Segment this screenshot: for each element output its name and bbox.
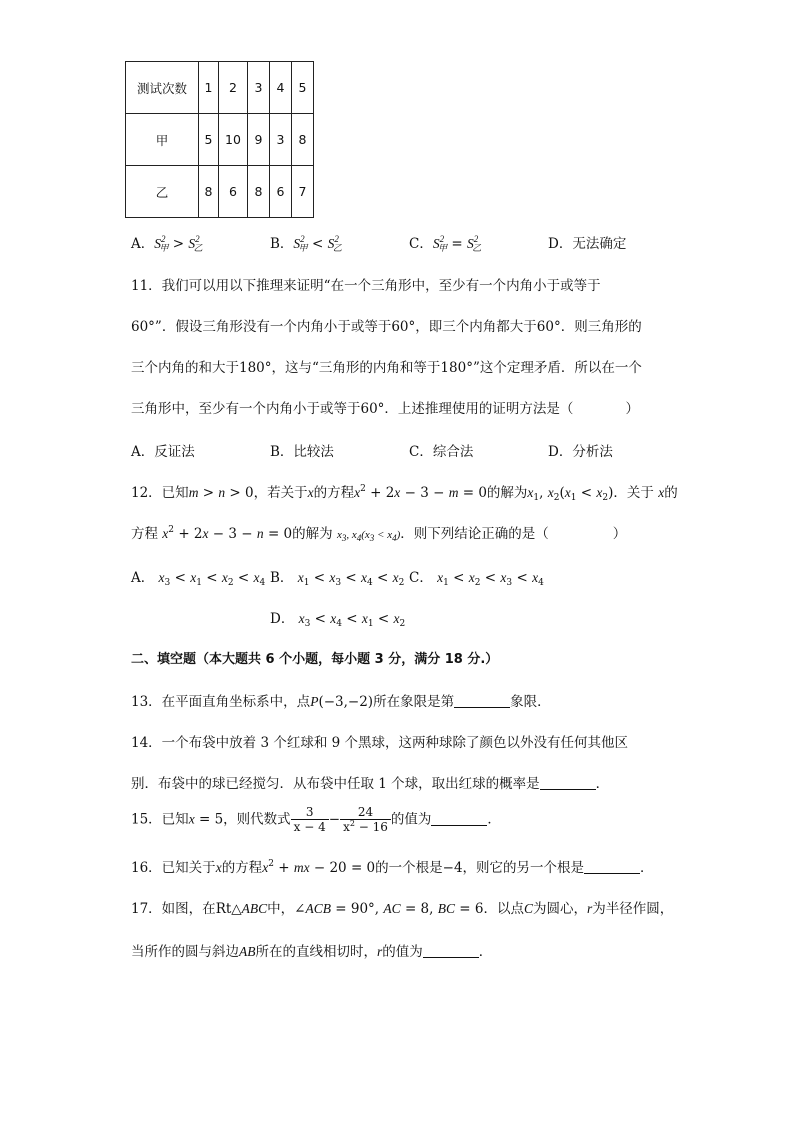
- table-header-row: [126, 62, 314, 114]
- q15: 15．已知x = 5，则代数式 $\frac{3}{x - 4}$ − $\frac{24}{x^2 - 16}$ 的值为 ．: [131, 805, 501, 834]
- option-label: C．: [409, 570, 433, 586]
- q17-text: 17．如图，在: [131, 901, 216, 917]
- answer-blank[interactable]: [423, 945, 479, 958]
- table-cell: 9: [248, 114, 270, 166]
- q12-option-d: D． $x_3 < x_4 < x_1 < x_2$: [270, 611, 406, 629]
- q11-text: 60°，即三个内角都大于: [391, 319, 537, 335]
- q12-text: ．则下列结论正确的是（: [400, 526, 549, 542]
- q13: 13．在平面直角坐标系中，点P(−3,−2)所在象限是第 象限．: [131, 694, 551, 710]
- table-cell: 7: [292, 166, 314, 218]
- fraction: $\frac{3}{x - 4}$: [291, 805, 329, 834]
- q11-line2: [131, 315, 642, 335]
- q14-text: 别．布袋中的球已经搅匀．从布袋中任取 1 个球，取出红球的概率是: [131, 776, 540, 792]
- q14-line1: 14．一个布袋中放着 3 个红球和 9 个黑球，这两种球除了颜色以外没有任何其他区: [131, 735, 629, 751]
- q11-text: ）: [625, 401, 639, 417]
- table-cell: 8: [292, 114, 314, 166]
- q16-text: 16．已知关于: [131, 860, 216, 876]
- option-label: B．: [270, 236, 294, 252]
- q17-text: 所在的直线相切时，: [255, 944, 377, 960]
- q11-option-a: A．反证法: [131, 444, 195, 460]
- table-header-cell: 2: [219, 62, 248, 114]
- table-header-cell: 3: [248, 62, 270, 114]
- q10-option-b: B．$S^2_甲 < S^2_乙$: [270, 234, 342, 253]
- q11-text: 60°．则三角形的: [536, 319, 642, 335]
- option-label: A．: [131, 236, 155, 252]
- q12-text: ．关于: [613, 485, 654, 501]
- q13-text: 所在象限是第: [373, 694, 455, 710]
- q10-option-c: C．$S^2_甲 = S^2_乙$: [409, 234, 482, 253]
- score-table: [125, 61, 314, 218]
- option-label: B．: [270, 570, 294, 586]
- table-cell: 8: [248, 166, 270, 218]
- q17-line2: 当所作的圆与斜边AB所在的直线相切时，r的值为 ．: [131, 944, 493, 960]
- answer-blank[interactable]: [454, 695, 510, 708]
- q17-line1: 17．如图，在Rt△ABC中，∠ACB = 90°, AC = 8, BC = 6．以点C为圆心，r为半径作圆，: [131, 901, 674, 917]
- q17-text: 为圆心，: [533, 901, 587, 917]
- option-label: C．: [409, 236, 433, 252]
- q14-line2: [131, 772, 609, 792]
- q10-option-a: A．$S^2_甲 > S^2_乙$: [131, 234, 203, 253]
- table-cell: 6: [270, 166, 292, 218]
- q12-option-b: B． $x_1 < x_3 < x_4 < x_2$: [270, 570, 405, 588]
- q17-text: 的值为: [382, 944, 423, 960]
- table-header-cell: 5: [292, 62, 314, 114]
- q11-option-c: C．综合法: [409, 444, 474, 460]
- q12-text: 的解为: [486, 485, 528, 501]
- q17-text: 当所作的圆与斜边: [131, 944, 239, 960]
- q10-option-d: [548, 232, 626, 252]
- option-label: D．: [270, 611, 295, 627]
- q12-text: 的方程: [313, 485, 355, 501]
- q11-option-b: B．比较法: [270, 444, 334, 460]
- table-row-label: 乙: [126, 166, 199, 218]
- q17-text: ．以点: [483, 901, 524, 917]
- q16-text: 的一个根是: [375, 860, 443, 876]
- table-cell: 6: [219, 166, 248, 218]
- table-header-cell: 1: [199, 62, 219, 114]
- q12-text: 的解为: [292, 526, 333, 542]
- q15-text: 的值为: [390, 811, 432, 828]
- q11-line4: [131, 397, 639, 417]
- table-header-cell: 测试次数: [126, 62, 199, 114]
- q11-text: 180°”这个定理矛盾．所以在一个: [440, 360, 642, 376]
- q11-text: 60°．上述推理使用的证明方法是（: [360, 401, 574, 417]
- table-row-label: 甲: [126, 114, 199, 166]
- table-cell: 5: [199, 114, 219, 166]
- q17-text: 中，: [267, 901, 295, 917]
- q12-option-a: A． $x_3 < x_1 < x_2 < x_4$: [131, 570, 266, 588]
- table-row: [126, 166, 314, 218]
- q15-text: 15．已知: [131, 811, 189, 828]
- q14-text: ．: [595, 776, 610, 792]
- q12-text: ）: [612, 526, 627, 542]
- q17-text: ．: [478, 944, 493, 960]
- q16-text: 的方程: [221, 860, 263, 876]
- q16-text: ，则它的另一个根是: [462, 860, 585, 876]
- q11-line1: 11．我们可以用以下推理来证明“在一个三角形中，至少有一个内角小于或等于: [131, 278, 601, 294]
- fraction: $\frac{24}{x^2 - 16}$: [340, 805, 391, 834]
- q11-option-d: D．分析法: [548, 444, 613, 460]
- answer-blank[interactable]: [540, 777, 596, 790]
- q11-text: 60°”．假设三角形没有一个内角小于或等于: [131, 319, 392, 335]
- q13-text: 象限．: [510, 694, 551, 710]
- q16-text: ．: [640, 860, 654, 876]
- q12-line1: 12．已知m > n > 0，若关于x的方程$x^2 + 2x - 3 - m = 0$的解为$x_1$, $x_2(x_1 < x_2)$．关于 x的: [131, 484, 678, 503]
- table-cell: 3: [270, 114, 292, 166]
- option-label: D．: [548, 236, 573, 252]
- table-header-cell: 4: [270, 62, 292, 114]
- q11-text: 三个内角的和大于: [131, 360, 239, 376]
- q11-line3: [131, 356, 642, 376]
- option-text: 无法确定: [572, 236, 627, 252]
- q16: 16．已知关于x的方程$x^2$ + mx − 20 = 0的一个根是−4，则它的另一个根是 ．: [131, 859, 654, 876]
- q17-text: 为半径作圆，: [592, 901, 674, 917]
- answer-blank[interactable]: [431, 813, 487, 826]
- q12-text: 的: [664, 485, 678, 501]
- q12-text: 方程: [131, 526, 158, 542]
- q13-text: 13．在平面直角坐标系中，点: [131, 694, 311, 710]
- option-label: A．: [131, 570, 155, 586]
- q15-text: ，则代数式: [223, 811, 291, 828]
- section-title: 二、填空题（本大题共 6 个小题，每小题 3 分，满分 18 分.）: [131, 652, 499, 667]
- q12-option-c: C． $x_1 < x_2 < x_3 < x_4$: [409, 570, 544, 588]
- table-row: [126, 114, 314, 166]
- q12-text: ，若关于: [253, 485, 308, 501]
- q11-text: 三角形中，至少有一个内角小于或等于: [131, 401, 361, 417]
- table-cell: 10: [219, 114, 248, 166]
- table-cell: 8: [199, 166, 219, 218]
- q15-text: ．: [487, 811, 501, 828]
- answer-blank[interactable]: [584, 861, 640, 874]
- q11-text: 180°，这与“三角形的内角和等于: [239, 360, 441, 376]
- q12-text: 12．已知: [131, 485, 189, 501]
- q12-line2: 方程 $x^2 + 2x - 3 - n = 0$的解为 $x_3$, $x_4(x_3 < x_4)$．则下列结论正确的是（ ）: [131, 525, 627, 543]
